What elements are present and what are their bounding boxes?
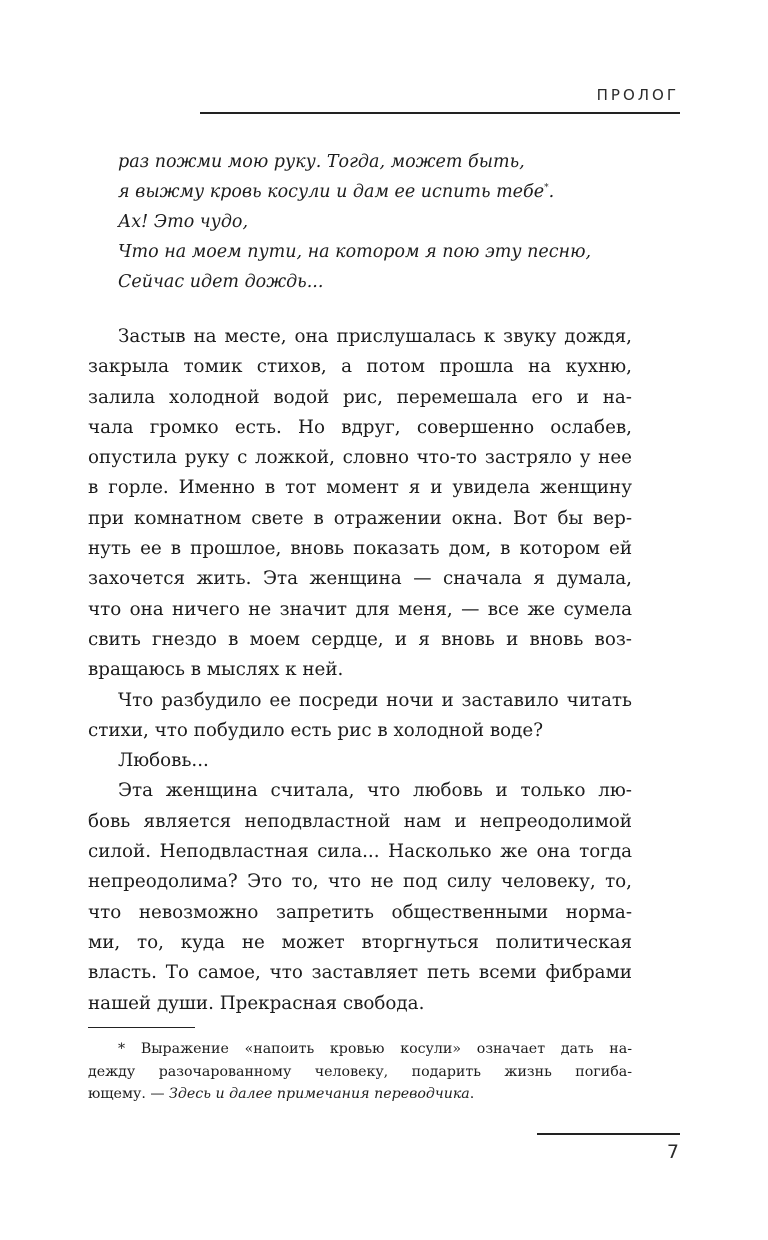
text-line: при комнатном свете в отражении окна. Вот бы вер- — [88, 507, 632, 529]
footnote-text-end: . — [469, 1086, 475, 1102]
text-line: чала громко есть. Но вдруг, совершенно ослабев, — [88, 416, 632, 438]
verse-line — [118, 177, 638, 207]
footnote — [88, 1038, 632, 1106]
text-line: непреодолима? Это то, что не под силу человеку, то, — [88, 871, 632, 893]
page-header-title: ПРОЛОГ — [596, 86, 679, 104]
footnote-rule — [88, 1027, 195, 1028]
text-line: Застыв на месте, она прислушалась к звуку дождя, — [118, 326, 632, 347]
page-number: 7 — [666, 1141, 679, 1163]
text-line: захочется жить. Эта женщина — сначала я думала, — [88, 568, 632, 590]
text-line: что она ничего не значит для меня, — все же сумела — [88, 598, 632, 620]
text-line: залила холодной водой рис, перемешала его и на- — [88, 386, 632, 408]
text-line: закрыла томик стихов, а потом прошла на кухню, — [88, 356, 632, 378]
text-line: вращаюсь в мыслях к ней. — [88, 659, 344, 681]
text-line: бовь является неподвластной нам и непреодолимой — [88, 810, 632, 832]
footnote-text: ющему. — — [88, 1086, 170, 1102]
verse-line: Что на моем пути, на котором я пою эту песню, — [118, 242, 592, 262]
text-line: силой. Неподвластная сила... Насколько же она тогда — [88, 841, 632, 863]
verse-line: Ах! Это чудо, — [118, 212, 249, 232]
header-rule — [200, 112, 680, 114]
text-line: в горле. Именно в тот момент я и увидела женщину — [88, 477, 632, 499]
text-line: свить гнездо в моем сердце, и я вновь и вновь воз- — [88, 628, 632, 650]
verse-line: Сейчас идет дождь... — [118, 272, 324, 292]
text-line: власть. То самое, что заставляет петь всеми фибрами — [88, 962, 632, 984]
body-text — [88, 322, 632, 1019]
verse-line-end: . — [548, 182, 555, 202]
footnote-line — [88, 1083, 632, 1106]
verse-block — [118, 147, 638, 297]
text-line: Эта женщина считала, что любовь и только лю- — [118, 780, 632, 802]
text-line: опустила руку с ложкой, словно что-то застряло у нее — [88, 447, 632, 469]
text-line: Что разбудило ее посреди ночи и заставило читать — [118, 689, 632, 711]
footnote-line: дежду разочарованному человеку, подарить жизнь погиба- — [88, 1063, 632, 1080]
verse-line-text: я выжму кровь косули и дам ее испить тебе — [118, 182, 545, 202]
footnote-marker: * — [544, 183, 549, 193]
text-line: Любовь... — [118, 750, 209, 772]
verse-line: раз пожми мою руку. Тогда, может быть, — [118, 152, 525, 172]
translator-note: Здесь и далее примечания переводчика — [169, 1086, 470, 1102]
text-line: нуть ее в прошлое, вновь показать дом, в котором ей — [88, 538, 632, 560]
text-line: ми, то, куда не может вторгнуться политическая — [88, 931, 632, 953]
footer-rule — [537, 1133, 680, 1135]
text-line: стихи, что побудило есть рис в холодной воде? — [88, 719, 544, 741]
text-line: нашей души. Прекрасная свобода. — [88, 992, 425, 1014]
text-line: что невозможно запретить общественными норма- — [88, 901, 632, 923]
footnote-line: * Выражение «напоить кровью косули» означает дать на- — [118, 1041, 632, 1057]
